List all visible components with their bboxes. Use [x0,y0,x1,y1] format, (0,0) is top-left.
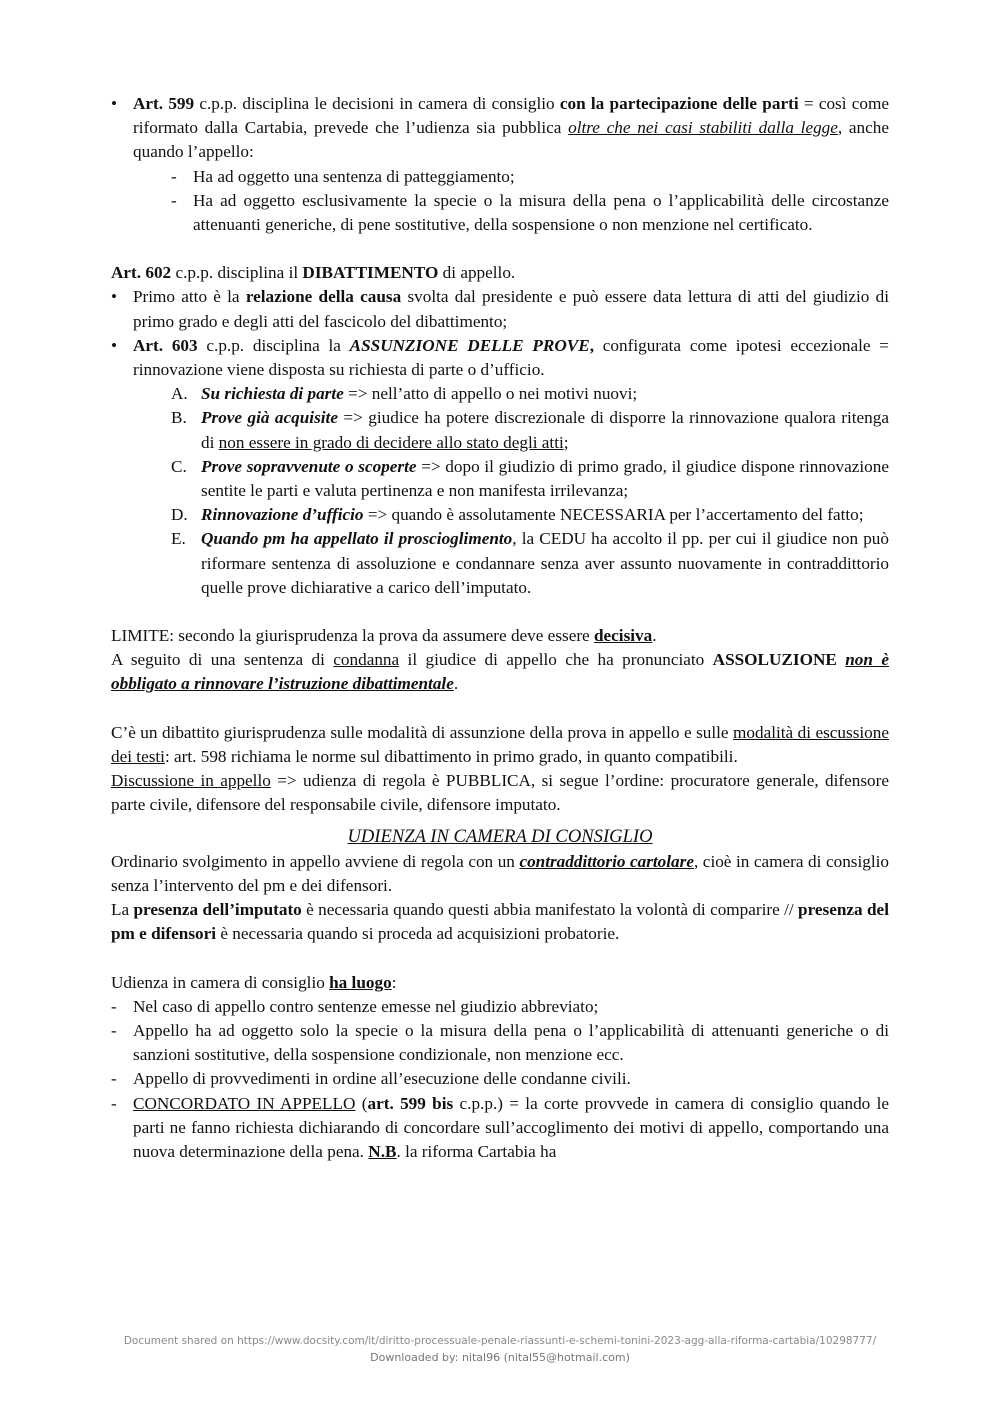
limite-paragraph: LIMITE: secondo la giurisprudenza la prova da assumere deve essere decisiva. [111,626,657,646]
luogo-paragraph: Udienza in camera di consiglio ha luogo: [111,972,397,992]
bullet-art-599: • Art. 599 c.p.p. disciplina le decisioni in camera di consiglio con la partecipazione delle parti = così come riformato dalla Cartabia, prevede che l’udienza sia pubblica oltre che nei casi stabiliti dalla legge, anche quando l’appello: [111,92,889,165]
document-page [111,92,889,1164]
art-599-ref: Art. 599 [133,94,195,113]
footer-shared-url[interactable]: Document shared on https://www.docsity.com/it/diritto-processuale-penale-riassunti-e-schemi-tonini-2023-agg-alla-riforma-cartabia/10298777/ [123,1335,877,1347]
lettered-item-a: A. Su richiesta di parte => nell’atto di appello o nei motivi nuovi; [171,384,638,404]
lettered-item-b: B. Prove già acquisite => giudice ha potere discrezionale di disporre la rinnovazione qualora ritenga di non essere in grado di decidere allo stato degli atti; [171,408,889,452]
list-item: - Appello ha ad oggetto solo la specie o la misura della pena o l’applicabilità di attenuanti generiche o di sanzioni sostitutive, della sospensione condizionale, non menzione ecc. [111,1019,889,1067]
dibattito-paragraph: C’è un dibattito giurisprudenza sulle modalità di assunzione della prova in appello e sulle modalità di escussione dei testi: art. 598 richiama le norme sul dibattimento in primo grado, in quanto compatibili. [111,722,889,766]
condanna-paragraph: A seguito di una sentenza di condanna il giudice di appello che ha pronunciato ASSOLUZIONE non è obbligato a rinnovare l’istruzione dibattimentale. [111,650,889,694]
list-item: - Ha ad oggetto una sentenza di patteggiamento; [171,165,889,189]
ordinario-paragraph: Ordinario svolgimento in appello avviene di regola con un contraddittorio cartolare, cioè in camera di consiglio senza l’intervento del pm e dei difensori. [111,851,889,895]
footer-downloaded-by: Downloaded by: nital96 (nital55@hotmail.com) [370,1351,630,1364]
list-item: - Appello di provvedimenti in ordine all’esecuzione delle condanne civili. [111,1067,889,1091]
list-item: - Nel caso di appello contro sentenze emesse nel giudizio abbreviato; [111,995,889,1019]
list-item-concordato: - CONCORDATO IN APPELLO (art. 599 bis c.p.p.) = la corte provvede in camera di consiglio quando le parti ne fanno richiesta dichiarando di concordare sull’accoglimento dei motivi di appello, comportando una nuova determinazione della pena. N.B. la riforma Cartabia ha [111,1092,889,1165]
lettered-item-d: D. Rinnovazione d’ufficio => quando è assolutamente NECESSARIA per l’accertamento del fatto; [171,505,864,525]
art-602-paragraph: Art. 602 c.p.p. disciplina il DIBATTIMENTO di appello. [111,263,516,283]
bullet-relazione: • Primo atto è la relazione della causa svolta dal presidente e può essere data lettura di atti del giudizio di primo grado e degli atti del fascicolo del dibattimento; [111,285,889,333]
section-title: UDIENZA IN CAMERA DI CONSIGLIO [347,826,653,848]
lettered-item-e: E. Quando pm ha appellato il proscioglimento, la CEDU ha accolto il pp. per cui il giudice non può riformare sentenza di assoluzione e condannare senza aver assunto nuovamente in contraddittorio quelle prove dichiarative a carico dell’imputato. [171,529,889,597]
lettered-item-c: C. Prove sopravvenute o scoperte => dopo il giudizio di primo grado, il giudice dispone rinnovazione sentite le parti e valuta pertinenza e non manifesta irrilevanza; [171,456,889,501]
discussione-paragraph: Discussione in appello => udienza di regola è PUBBLICA, si segue l’ordine: procuratore generale, difensore parte civile, difensore del responsabile civile, difensore imputato. [111,771,889,815]
presenza-paragraph: La presenza dell’imputato è necessaria quando questi abbia manifestato la volontà di comparire // presenza del pm e difensori è necessaria quando si proceda ad acquisizioni probatorie. [111,900,889,944]
list-item: - Ha ad oggetto esclusivamente la specie o la misura della pena o l’applicabilità delle circostanze attenuanti generiche, di pene sostitutive, della sospensione o non menzione nel certificato. [171,189,889,237]
bullet-art-603: • Art. 603 c.p.p. disciplina la ASSUNZIONE DELLE PROVE, configurata come ipotesi eccezionale = rinnovazione viene disposta su richiesta di parte o d’ufficio. [111,334,889,382]
